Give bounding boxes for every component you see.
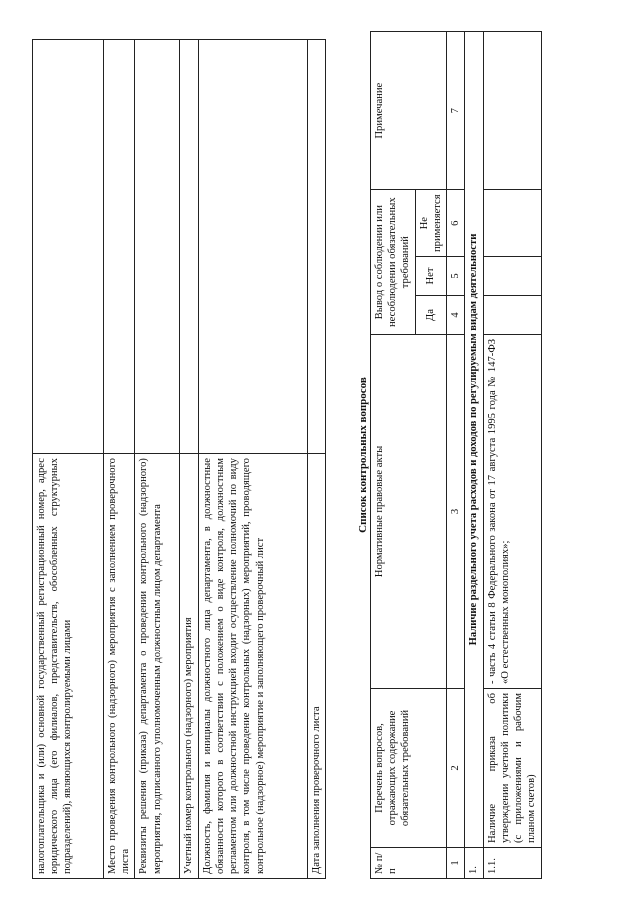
section-num: 1. bbox=[465, 848, 483, 879]
info-value bbox=[180, 40, 198, 454]
section-row bbox=[465, 32, 483, 879]
index-cell: 6 bbox=[447, 190, 465, 257]
info-value bbox=[104, 40, 135, 454]
index-cell: 3 bbox=[447, 335, 465, 689]
header-no: Нет bbox=[415, 257, 446, 296]
info-table bbox=[32, 39, 326, 879]
header-question: Перечень вопросов, отражающих содержание обязательных требований bbox=[371, 689, 447, 848]
header-note: Примечание bbox=[371, 32, 447, 190]
index-cell: 5 bbox=[447, 257, 465, 296]
info-value bbox=[33, 40, 104, 454]
header-acts: Нормативные правовые акты bbox=[371, 335, 447, 689]
row-num: 1.1. bbox=[483, 848, 541, 879]
info-value bbox=[135, 40, 180, 454]
table-row bbox=[307, 40, 325, 879]
table-row bbox=[180, 40, 198, 879]
header-na: Не применяется bbox=[415, 190, 446, 257]
info-value bbox=[307, 40, 325, 454]
index-cell: 7 bbox=[447, 32, 465, 190]
info-label: Должность, фамилия и инициалы должностного лица департамента, в должностные обязанности которого в соответствии с положением о виде контроля, должностным регламентом или должностной инструкцией входит осуществление полномочий по виду контроля, в том числе проведение контрольных (надзорных) мероприятий, проводящего контрольное (надзорное) мероприятие и заполняющего проверочный лист bbox=[198, 454, 307, 879]
info-value bbox=[198, 40, 307, 454]
table-row bbox=[104, 40, 135, 879]
header-num: № п/п bbox=[371, 848, 447, 879]
index-cell: 4 bbox=[447, 296, 465, 335]
info-label: Место проведения контрольного (надзорного) мероприятия с заполнением проверочного листа bbox=[104, 454, 135, 879]
header-row bbox=[371, 32, 416, 879]
row-question: Наличие приказа об утверждении учетной политики (с приложениями и рабочим планом счетов) bbox=[483, 689, 541, 848]
rotated-page bbox=[20, 20, 620, 885]
row-note bbox=[483, 32, 541, 190]
row-yes bbox=[483, 296, 541, 335]
questions-table bbox=[370, 31, 542, 879]
row-na bbox=[483, 190, 541, 257]
row-no bbox=[483, 257, 541, 296]
index-row bbox=[447, 32, 465, 879]
header-yes: Да bbox=[415, 296, 446, 335]
section-heading: Наличие раздельного учета расходов и доходов по регулируемым видам деятельности bbox=[465, 32, 483, 848]
info-label: налогоплательщика и (или) основной государственный регистрационный номер, адрес юридического лица (его филиалов, представительств, обособленных структурных подразделений), являющихся контролируемыми лицами bbox=[33, 454, 104, 879]
table-row bbox=[483, 32, 541, 879]
header-conclusion: Вывод о соблюдении или несоблюдении обязательных требований bbox=[371, 190, 416, 335]
table-row bbox=[198, 40, 307, 879]
table-row bbox=[135, 40, 180, 879]
index-cell: 2 bbox=[447, 689, 465, 848]
info-label: Дата заполнения проверочного листа bbox=[307, 454, 325, 879]
row-acts: - часть 4 статьи 8 Федерального закона от 17 августа 1995 года № 147-ФЗ «О естественных монополиях»; bbox=[483, 335, 541, 689]
info-label: Учетный номер контрольного (надзорного) мероприятия bbox=[180, 454, 198, 879]
section-title: Список контрольных вопросов bbox=[357, 377, 369, 533]
index-cell: 1 bbox=[447, 848, 465, 879]
info-label: Реквизиты решения (приказа) департамента о проведении контрольного (надзорного) мероприятия, подписанного уполномоченным должностным лицом департамента bbox=[135, 454, 180, 879]
table-row bbox=[33, 40, 104, 879]
